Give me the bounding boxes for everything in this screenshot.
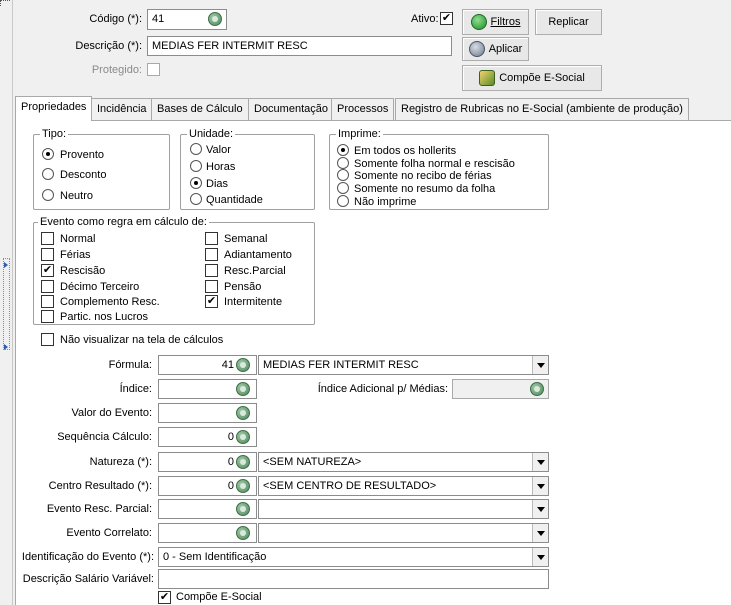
replicar-button[interactable] bbox=[535, 9, 602, 35]
evento-partic-checkbox[interactable] bbox=[41, 310, 54, 323]
evento-complemento-checkbox[interactable] bbox=[41, 295, 54, 308]
filtros-button[interactable] bbox=[462, 9, 529, 35]
imprime-ferias-radio[interactable] bbox=[337, 169, 349, 181]
esocial-icon bbox=[479, 70, 495, 86]
natureza-code-value: 0 bbox=[227, 456, 234, 468]
evento-adiantamento-checkbox[interactable] bbox=[205, 248, 218, 261]
valor-evento-label: Valor do Evento: bbox=[71, 407, 152, 419]
chevron-down-icon[interactable] bbox=[532, 524, 548, 542]
descricao-label: Descrição (*): bbox=[75, 40, 142, 52]
chevron-down-icon[interactable] bbox=[532, 548, 548, 566]
chevron-down-icon[interactable] bbox=[532, 356, 548, 374]
indice-adicional-lookup-icon[interactable] bbox=[530, 382, 544, 396]
unidade-quantidade-radio[interactable] bbox=[190, 193, 202, 205]
aplicar-label: Aplicar bbox=[488, 43, 523, 55]
imprime-todos-label[interactable]: Em todos os hollerits bbox=[354, 145, 457, 157]
evento-title: Evento como regra em cálculo de: bbox=[40, 216, 207, 228]
evento-pensao-label[interactable]: Pensão bbox=[224, 281, 262, 293]
evento-adiantamento-label[interactable]: Adiantamento bbox=[224, 249, 292, 261]
evento-intermitente-checkbox[interactable]: ✔ bbox=[206, 295, 217, 307]
evento-ferias-label[interactable]: Férias bbox=[60, 249, 91, 261]
aplicar-icon bbox=[469, 41, 485, 57]
ativo-checkbox[interactable]: ✔ bbox=[441, 12, 452, 24]
replicar-label: Replicar bbox=[548, 16, 589, 28]
imprime-folha-label[interactable]: Somente folha normal e rescisão bbox=[354, 158, 515, 170]
chevron-down-icon[interactable] bbox=[532, 453, 548, 471]
sequencia-value: 0 bbox=[227, 431, 234, 443]
unidade-title: Unidade: bbox=[189, 128, 234, 140]
evento-pensao-checkbox[interactable] bbox=[205, 280, 218, 293]
splitter-arrow-top-icon bbox=[4, 262, 8, 268]
evento-correlato-select[interactable] bbox=[258, 523, 549, 543]
centro-select[interactable] bbox=[258, 476, 549, 496]
evento-resc-parcial-label[interactable]: Resc.Parcial bbox=[224, 265, 286, 277]
evento-normal-label[interactable]: Normal bbox=[60, 233, 96, 245]
left-splitter[interactable] bbox=[0, 0, 13, 605]
formula-label: Fórmula: bbox=[108, 359, 152, 371]
imprime-ferias-label[interactable]: Somente no recibo de férias bbox=[354, 170, 492, 182]
compoe-esocial-button[interactable] bbox=[462, 65, 602, 91]
compoe-esocial-field-label[interactable]: Compõe E-Social bbox=[176, 591, 262, 603]
evento-complemento-label[interactable]: Complemento Resc. bbox=[60, 296, 160, 308]
tipo-provento-radio[interactable] bbox=[42, 148, 54, 160]
evento-resc-parcial-select[interactable] bbox=[258, 499, 549, 519]
protegido-checkbox[interactable] bbox=[147, 63, 160, 76]
indice-label: Índice: bbox=[119, 383, 152, 395]
ativo-label: Ativo: bbox=[411, 13, 439, 25]
centro-code-value: 0 bbox=[227, 480, 234, 492]
identificacao-select[interactable] bbox=[158, 547, 549, 567]
tab-registro-rubricas[interactable]: Registro de Rubricas no E-Social (ambiente de produção) bbox=[395, 98, 689, 120]
evento-semanal-label[interactable]: Semanal bbox=[224, 233, 268, 245]
imprime-title: Imprime: bbox=[338, 128, 381, 140]
unidade-valor-radio[interactable] bbox=[190, 143, 202, 155]
evento-decimo-label[interactable]: Décimo Terceiro bbox=[60, 281, 140, 293]
unidade-horas-label[interactable]: Horas bbox=[206, 161, 236, 173]
centro-label: Centro Resultado (*): bbox=[48, 480, 152, 492]
evento-decimo-checkbox[interactable] bbox=[41, 280, 54, 293]
natureza-select-value: <SEM NATUREZA> bbox=[263, 456, 362, 468]
tipo-neutro-label[interactable]: Neutro bbox=[60, 190, 94, 202]
imprime-todos-radio[interactable] bbox=[337, 144, 349, 156]
unidade-horas-radio[interactable] bbox=[190, 160, 202, 172]
evento-correlato-lookup-icon[interactable] bbox=[236, 526, 250, 540]
imprime-resumo-radio[interactable] bbox=[337, 182, 349, 194]
codigo-value: 41 bbox=[152, 13, 165, 25]
aplicar-button[interactable] bbox=[462, 37, 529, 61]
descricao-value: MEDIAS FER INTERMIT RESC bbox=[152, 40, 308, 52]
evento-semanal-checkbox[interactable] bbox=[205, 232, 218, 245]
unidade-dias-radio[interactable] bbox=[190, 177, 202, 189]
indice-adicional-label: Índice Adicional p/ Médias: bbox=[317, 383, 448, 395]
splitter-arrow-bottom-icon bbox=[4, 344, 8, 350]
tab-incidencia[interactable]: Incidência bbox=[91, 98, 153, 120]
tipo-neutro-radio[interactable] bbox=[42, 189, 54, 201]
filtros-icon bbox=[471, 14, 487, 30]
tab-processos[interactable]: Processos bbox=[331, 98, 394, 120]
sequencia-lookup-icon[interactable] bbox=[236, 430, 250, 444]
evento-rescisao-checkbox[interactable]: ✔ bbox=[42, 264, 53, 276]
evento-rescisao-label[interactable]: Rescisão bbox=[60, 265, 106, 277]
tab-bases-de-calculo[interactable]: Bases de Cálculo bbox=[151, 98, 249, 120]
formula-lookup-icon[interactable] bbox=[236, 358, 250, 372]
centro-lookup-icon[interactable] bbox=[236, 479, 250, 493]
evento-normal-checkbox[interactable] bbox=[41, 232, 54, 245]
tipo-desconto-label[interactable]: Desconto bbox=[60, 169, 107, 181]
natureza-lookup-icon[interactable] bbox=[236, 455, 250, 469]
formula-code-value: 41 bbox=[221, 359, 234, 371]
chevron-down-icon[interactable] bbox=[532, 477, 548, 495]
sequencia-label: Sequência Cálculo: bbox=[57, 431, 152, 443]
nao-visualizar-checkbox[interactable] bbox=[41, 333, 54, 346]
unidade-dias-label[interactable]: Dias bbox=[206, 178, 229, 190]
tipo-title: Tipo: bbox=[42, 128, 67, 140]
tipo-provento-label[interactable]: Provento bbox=[60, 149, 105, 161]
evento-resc-parcial-checkbox[interactable] bbox=[205, 264, 218, 277]
evento-resc-parcial-field-label: Evento Resc. Parcial: bbox=[46, 503, 152, 515]
unidade-valor-label[interactable]: Valor bbox=[206, 144, 231, 156]
evento-intermitente-label[interactable]: Intermitente bbox=[224, 296, 283, 308]
natureza-label: Natureza (*): bbox=[89, 456, 152, 468]
indice-lookup-icon[interactable] bbox=[236, 382, 250, 396]
splitter-handle[interactable] bbox=[3, 258, 10, 350]
tab-propriedades[interactable]: Propriedades bbox=[15, 96, 92, 121]
protegido-label: Protegido: bbox=[91, 64, 142, 76]
evento-ferias-checkbox[interactable] bbox=[41, 248, 54, 261]
centro-select-value: <SEM CENTRO DE RESULTADO> bbox=[263, 480, 437, 492]
descricao-salario-label: Descrição Salário Variável: bbox=[22, 573, 154, 585]
identificacao-label: Identificação do Evento (*): bbox=[21, 551, 154, 563]
evento-partic-label[interactable]: Partic. nos Lucros bbox=[60, 311, 149, 323]
unidade-quantidade-label[interactable]: Quantidade bbox=[206, 194, 263, 206]
natureza-select[interactable] bbox=[258, 452, 549, 472]
chevron-down-icon[interactable] bbox=[532, 500, 548, 518]
nao-visualizar-label[interactable]: Não visualizar na tela de cálculos bbox=[60, 334, 224, 346]
evento-resc-parcial-lookup-icon[interactable] bbox=[236, 502, 250, 516]
imprime-nao-label[interactable]: Não imprime bbox=[354, 196, 417, 208]
compoe-esocial-checkbox[interactable]: ✔ bbox=[159, 591, 170, 603]
codigo-lookup-icon[interactable] bbox=[208, 12, 222, 26]
descricao-input[interactable] bbox=[147, 36, 452, 56]
top-corner-marker bbox=[0, 0, 10, 6]
formula-select[interactable] bbox=[258, 355, 549, 375]
codigo-label: Código (*): bbox=[89, 13, 142, 25]
tab-documentacao[interactable]: Documentação bbox=[248, 98, 334, 120]
formula-select-value: MEDIAS FER INTERMIT RESC bbox=[263, 359, 419, 371]
filtros-label: Filtros bbox=[490, 16, 521, 28]
imprime-nao-radio[interactable] bbox=[337, 195, 349, 207]
identificacao-select-value: 0 - Sem Identificação bbox=[163, 551, 267, 563]
imprime-folha-radio[interactable] bbox=[337, 157, 349, 169]
descricao-salario-input[interactable] bbox=[158, 569, 549, 589]
valor-evento-lookup-icon[interactable] bbox=[236, 406, 250, 420]
tipo-desconto-radio[interactable] bbox=[42, 168, 54, 180]
imprime-resumo-label[interactable]: Somente no resumo da folha bbox=[354, 183, 496, 195]
evento-correlato-label: Evento Correlato: bbox=[66, 527, 152, 539]
compoe-esocial-label: Compõe E-Social bbox=[499, 72, 585, 84]
